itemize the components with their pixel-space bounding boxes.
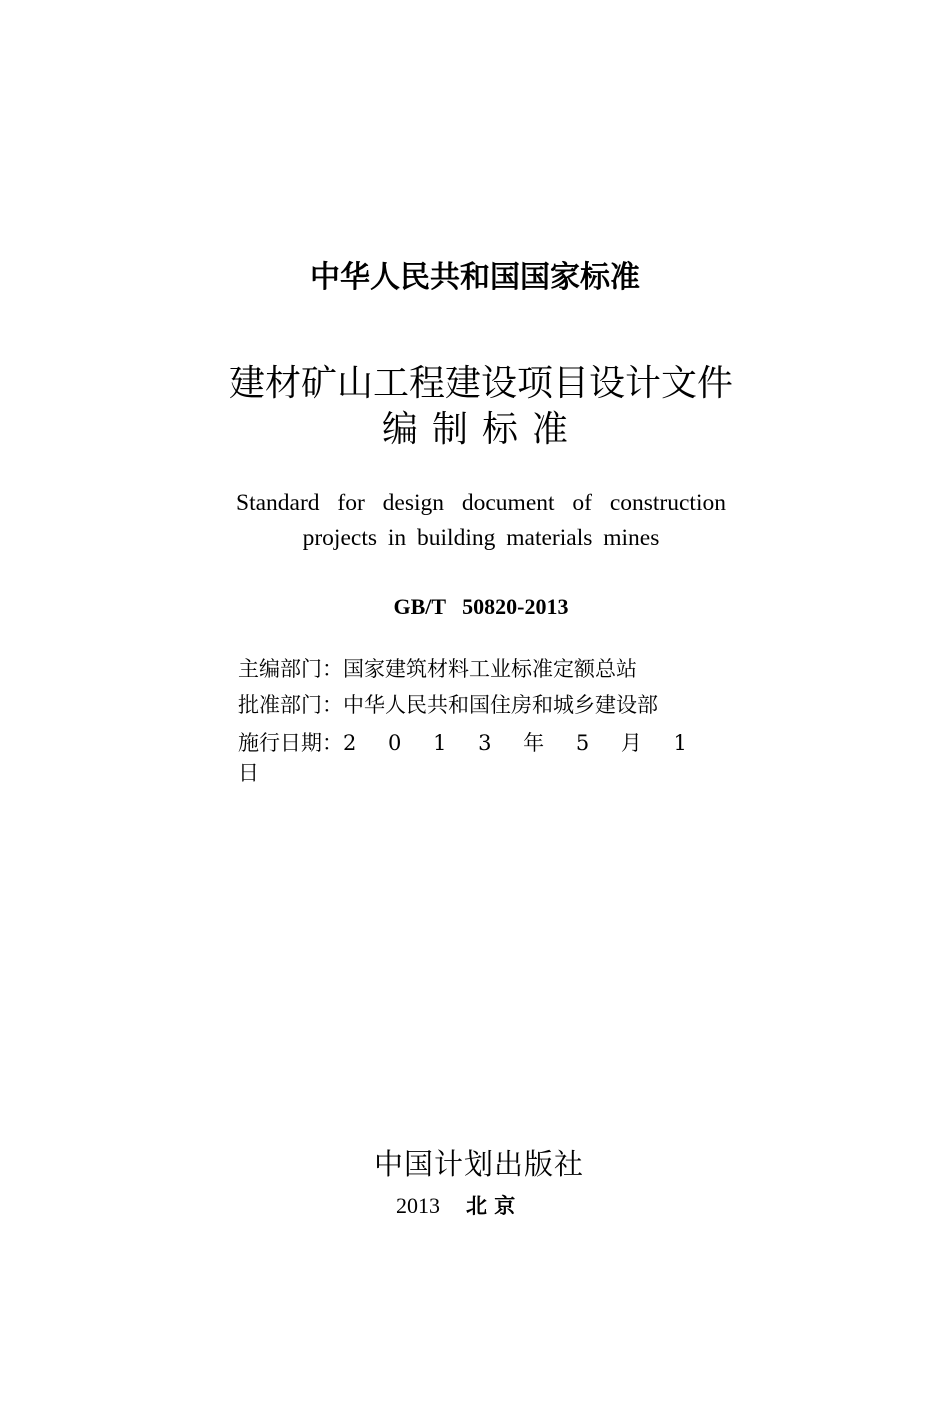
effective-date (238, 728, 718, 788)
approving-department-value: 中华人民共和国住房和城乡建设部 (343, 693, 658, 717)
chief-department-label: 主编部门： (238, 657, 343, 681)
publication-place (396, 1190, 516, 1222)
approving-department (238, 690, 658, 720)
standard-code: GB/T 50820-2013 (393, 594, 569, 619)
effective-date-value: 2 0 1 3 年 5 月 1 日 (238, 731, 687, 785)
approving-department-label: 批准部门： (238, 693, 343, 717)
title-english: Standard for design document of construction projects in building materials mines (236, 490, 726, 551)
title-chinese-line1: 建材矿山工程建设项目设计文件 (228, 363, 733, 404)
title-chinese-line2: 编制标准 (381, 409, 582, 450)
publication-city: 北 京 (466, 1194, 516, 1218)
publication-year: 2013 (396, 1193, 440, 1218)
chief-department (238, 654, 637, 684)
standard-category-heading: 中华人民共和国国家标准 (310, 260, 640, 295)
publisher-name: 中国计划出版社 (374, 1147, 585, 1181)
effective-date-label: 施行日期： (238, 731, 343, 755)
chief-department-value: 国家建筑材料工业标准定额总站 (343, 657, 637, 681)
